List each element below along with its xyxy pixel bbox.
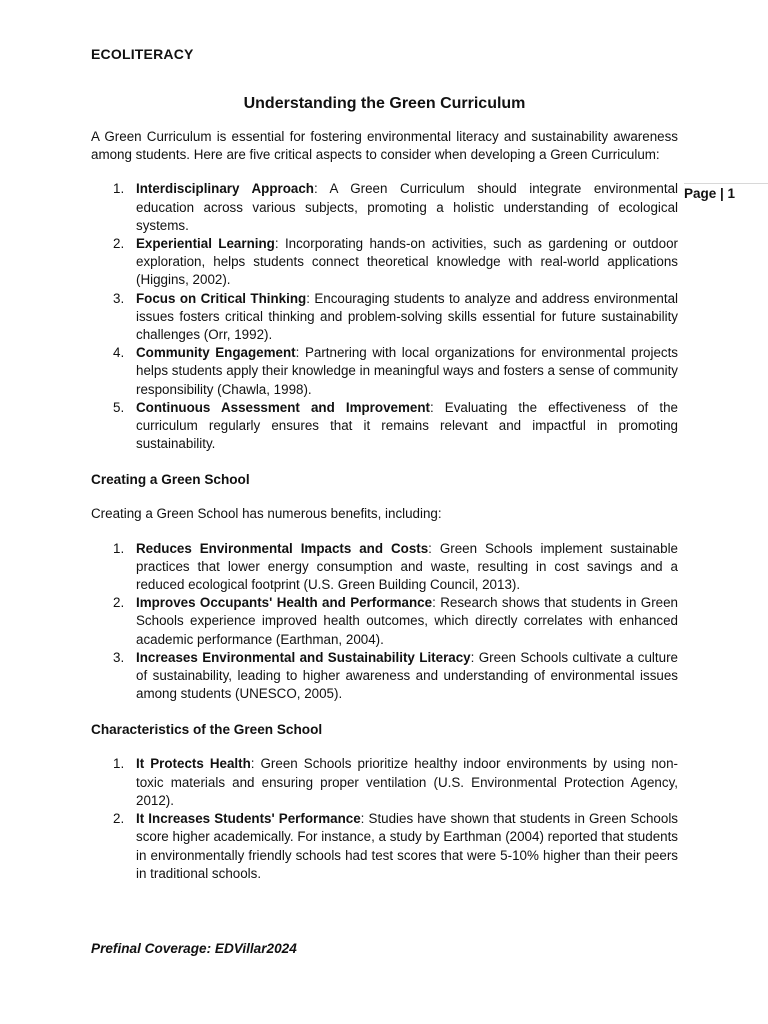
characteristics-list [91, 755, 678, 882]
list-term: Continuous Assessment and Improvement [136, 399, 430, 415]
list-text: : Encouraging students to analyze and address environmental issues fosters critical thinking and problem-solving skills essential for future sustainability challenges (Orr, 1992). [136, 290, 678, 343]
list-term: Community Engagement [136, 345, 296, 361]
list-term: Experiential Learning [136, 236, 275, 252]
list-term: Increases Environmental and Sustainability Literacy [136, 649, 471, 665]
section-heading-characteristics: Characteristics of the Green School [91, 722, 323, 738]
list-item [91, 810, 678, 883]
list-number: 4. [113, 345, 125, 361]
list-number: 1. [113, 540, 125, 556]
list-text: : Green Schools cultivate a culture of sustainability, leading to higher awareness and understanding of environmental issues among students (UNESCO, 2005). [136, 649, 678, 702]
list-term: Reduces Environmental Impacts and Costs [136, 540, 429, 556]
list-item [91, 235, 678, 290]
list-text: : Research shows that students in Green Schools experience improved health outcomes, which directly correlates with enhanced academic performance (Earthman, 2004). [136, 595, 679, 647]
list-item [91, 540, 678, 595]
list-text: : A Green Curriculum should integrate environmental education across various subjects, promoting a holistic understanding of ecological systems. [136, 181, 679, 233]
list-number: 3. [113, 649, 125, 665]
list-item [91, 649, 678, 704]
curriculum-list [91, 180, 678, 453]
list-term: It Increases Students' Performance [136, 811, 361, 827]
list-number: 2. [113, 811, 125, 827]
list-item [91, 594, 678, 649]
section-heading-green-school: Creating a Green School [91, 472, 250, 488]
list-number: 1. [113, 756, 125, 772]
list-item [91, 344, 678, 399]
document-header: ECOLITERACY [91, 46, 194, 62]
list-item [91, 290, 678, 345]
list-text: : Incorporating hands-on activities, such as gardening or outdoor exploration, helps students connect theoretical knowledge with real-world applications (Higgins, 2002). [136, 236, 678, 288]
list-item [91, 755, 678, 810]
list-item [91, 180, 678, 235]
list-number: 1. [113, 181, 125, 197]
document-footer: Prefinal Coverage: EDVillar2024 [91, 941, 297, 956]
green-school-intro: Creating a Green School has numerous benefits, including: [91, 506, 442, 522]
list-term: Improves Occupants' Health and Performance [136, 595, 433, 611]
list-text: : Green Schools prioritize healthy indoor environments by using non-toxic materials and ensuring proper ventilation (U.S. Environmental Protection Agency, 2012). [136, 756, 678, 808]
page-number: Page | 1 [684, 183, 768, 201]
benefits-list [91, 540, 678, 704]
intro-paragraph: A Green Curriculum is essential for fostering environmental literacy and sustainability awareness among students. Here are five critical aspects to consider when developing a Green Curriculum: [91, 129, 678, 163]
list-text: : Evaluating the effectiveness of the curriculum regularly ensures that it remains relevant and impactful in promoting sustainability. [136, 399, 678, 452]
list-number: 2. [113, 595, 125, 611]
document-body [91, 93, 678, 883]
list-number: 5. [113, 399, 125, 415]
list-term: Interdisciplinary Approach [136, 181, 314, 197]
list-text: : Green Schools implement sustainable practices that lower energy consumption and waste, resulting in cost savings and a reduced ecological footprint (U.S. Green Building Council, 2013). [136, 540, 678, 593]
list-item [91, 399, 678, 454]
list-number: 2. [113, 236, 125, 252]
list-text: : Partnering with local organizations for environmental projects helps students apply their knowledge in meaningful ways and fosters a sense of community responsibility (Chawla, 1998). [136, 345, 679, 397]
list-term: It Protects Health [136, 756, 251, 772]
list-number: 3. [113, 290, 125, 306]
list-term: Focus on Critical Thinking [136, 290, 307, 306]
list-text: : Studies have shown that students in Green Schools score higher academically. For instance, a study by Earthman (2004) reported that students in environmentally friendly schools had test scores that were 5-10% higher than their peers in traditional schools. [136, 811, 678, 881]
page-title: Understanding the Green Curriculum [243, 95, 526, 112]
